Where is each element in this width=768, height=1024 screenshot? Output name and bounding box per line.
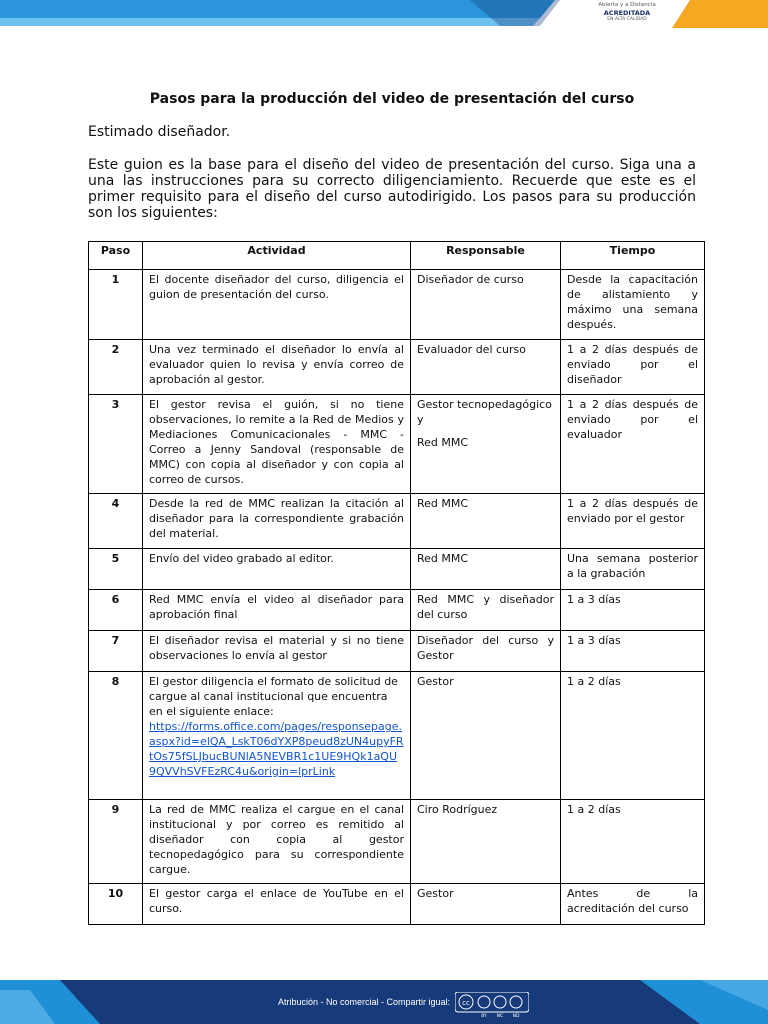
cell-tiempo: Una semana posterior a la grabación <box>561 549 705 590</box>
header-actividad: Actividad <box>143 242 411 270</box>
cc-nc-label: NC <box>496 1014 504 1018</box>
cell-tiempo: 1 a 2 días <box>561 672 705 800</box>
table-row <box>89 590 705 631</box>
cell-responsable: Evaluador del curso <box>411 340 561 395</box>
table-row <box>89 884 705 925</box>
cell-paso: 4 <box>89 494 143 549</box>
cell-paso: 2 <box>89 340 143 395</box>
cell-responsable: Red MMC <box>411 494 561 549</box>
table-row <box>89 800 705 884</box>
cell-tiempo: Antes de la acreditación del curso <box>561 884 705 925</box>
seal-badge: ACREDITADA <box>603 9 651 17</box>
responsable-line-2: Red MMC <box>417 436 469 449</box>
table-row <box>89 494 705 549</box>
cell-responsable: Gestor <box>411 884 561 925</box>
actividad-text: El gestor diligencia el formato de solicitud de cargue al canal institucional que encuentra en el siguiente enlace: <box>149 675 398 718</box>
accreditation-seal <box>586 0 668 27</box>
cell-actividad: Red MMC envía el video al diseñador para aprobación final <box>143 590 411 631</box>
greeting: Estimado diseñador. <box>88 124 231 140</box>
cell-actividad <box>143 672 411 800</box>
cell-paso: 6 <box>89 590 143 631</box>
cell-tiempo: 1 a 2 días después de enviado por el gestor <box>561 494 705 549</box>
form-request-link[interactable]: https://forms.office.com/pages/responsepage.aspx?id=elQA_LskT06dYXP8peud8zUN4upyFRtOs75fSLJbucBUNlA5NEVBR1c1UE9HQk1aQU9QVVhSVFEzRC4u&origin=lprLink <box>149 720 404 778</box>
cell-responsable <box>411 395 561 494</box>
table-row <box>89 270 705 340</box>
cell-tiempo: 1 a 3 días <box>561 631 705 672</box>
header-banner <box>0 0 768 28</box>
cell-actividad: El diseñador revisa el material y si no tiene observaciones lo envía al gestor <box>143 631 411 672</box>
table-row <box>89 395 705 494</box>
cell-tiempo: Desde la capacitación de alistamiento y máximo una semana después. <box>561 270 705 340</box>
cell-actividad: El gestor carga el enlace de YouTube en el curso. <box>143 884 411 925</box>
table-row <box>89 631 705 672</box>
cell-tiempo: 1 a 2 días <box>561 800 705 884</box>
cell-actividad: El docente diseñador del curso, diligencia el guion de presentación del curso. <box>143 270 411 340</box>
cc-nd-label: ND <box>512 1014 520 1018</box>
creative-commons-icon <box>455 992 529 1018</box>
svg-text:cc: cc <box>462 999 470 1007</box>
header-tiempo: Tiempo <box>561 242 705 270</box>
cell-actividad: El gestor revisa el guión, si no tiene observaciones, lo remite a la Red de Medios y Mediaciones Comunicacionales - MMC - Correo a Jenny Sandoval (responsable de MMC) con copia al diseñador y con copia al correo de cursos. <box>143 395 411 494</box>
cell-responsable: Gestor <box>411 672 561 800</box>
cell-paso: 9 <box>89 800 143 884</box>
cell-actividad: La red de MMC realiza el cargue en el canal institucional y por correo es remitido al diseñador con copia al gestor tecnopedagógico para su correspondiente cargue. <box>143 800 411 884</box>
responsable-line: Gestor tecnopedagógico y <box>417 398 552 426</box>
cell-tiempo: 1 a 2 días después de enviado por el evaluador <box>561 395 705 494</box>
cell-paso: 5 <box>89 549 143 590</box>
cell-paso: 7 <box>89 631 143 672</box>
seal-badge-sub: EN ALTA CALIDAD <box>607 17 647 22</box>
seal-subtitle: Abierta y a Distancia <box>598 2 656 8</box>
cell-actividad: Desde la red de MMC realizan la citación al diseñador para la correspondiente grabación del material. <box>143 494 411 549</box>
license-text: Atribución - No comercial - Compartir igual: <box>278 997 451 1007</box>
cc-by-label: BY <box>481 1014 487 1018</box>
header-responsable: Responsable <box>411 242 561 270</box>
table-row <box>89 549 705 590</box>
cell-actividad: Envío del video grabado al editor. <box>143 549 411 590</box>
cell-paso: 10 <box>89 884 143 925</box>
cell-responsable: Red MMC <box>411 549 561 590</box>
table-row <box>89 672 705 800</box>
header-paso: Paso <box>89 242 143 270</box>
cell-responsable: Red MMC y diseñador del curso <box>411 590 561 631</box>
cell-paso: 3 <box>89 395 143 494</box>
document-title: Pasos para la producción del video de presentación del curso <box>149 91 635 107</box>
cell-paso: 1 <box>89 270 143 340</box>
intro-paragraph: Este guion es la base para el diseño del video de presentación del curso. Siga una a una las instrucciones para su correcto diligenciamiento. Recuerde que este es el primer requisito para el diseño del curso autodirigido. Los pasos para su producción son los siguientes: <box>88 157 696 221</box>
steps-table <box>88 241 705 925</box>
table-header-row <box>89 242 705 270</box>
cell-paso: 8 <box>89 672 143 800</box>
cell-tiempo: 1 a 3 días <box>561 590 705 631</box>
table-row <box>89 340 705 395</box>
cell-responsable: Diseñador del curso y Gestor <box>411 631 561 672</box>
cell-responsable: Diseñador de curso <box>411 270 561 340</box>
cell-responsable: Ciro Rodríguez <box>411 800 561 884</box>
cell-actividad: Una vez terminado el diseñador lo envía al evaluador quien lo revisa y envía correo de aprobación al gestor. <box>143 340 411 395</box>
cell-tiempo: 1 a 2 días después de enviado por el diseñador <box>561 340 705 395</box>
